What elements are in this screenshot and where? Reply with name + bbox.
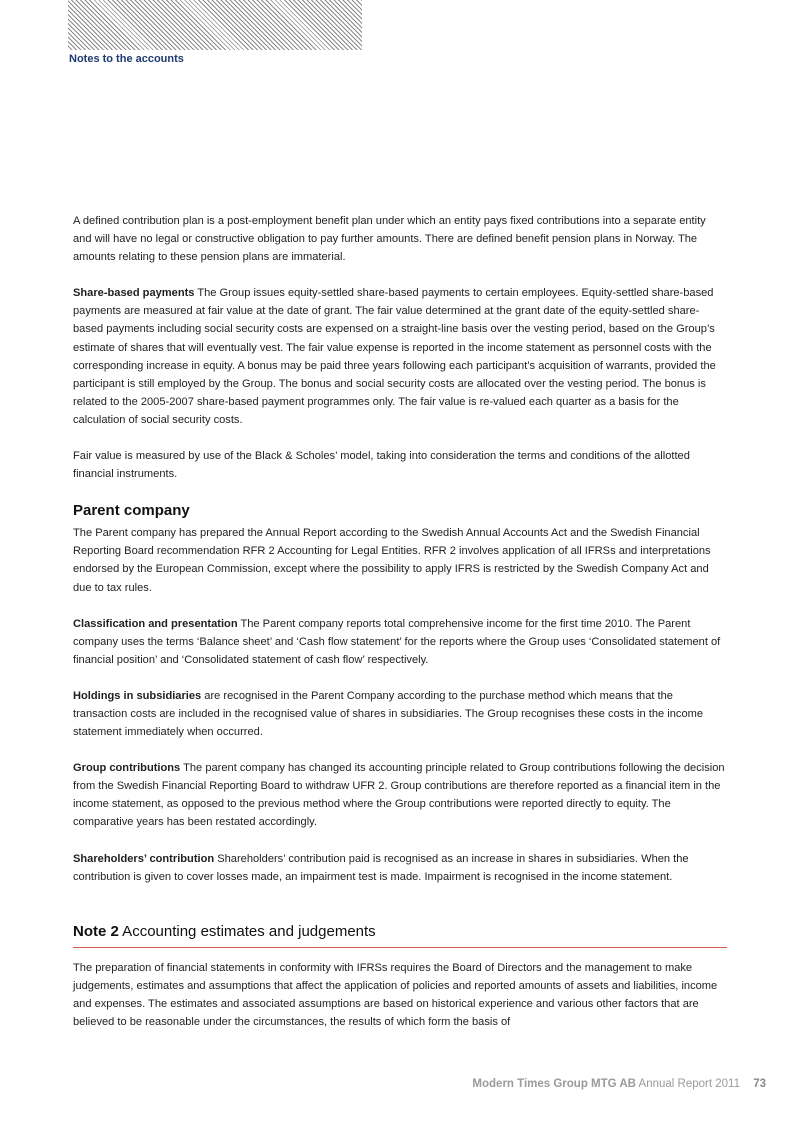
note-2-heading: [73, 922, 727, 948]
lead-group-contributions: Group contributions: [73, 762, 181, 775]
note-2-label: Note 2: [73, 922, 119, 940]
note-2-title: Accounting estimates and judgements: [118, 922, 376, 940]
text-holdings: are recognised in the Parent Company according to the purchase method which means that the transaction costs are included in the recognised value of shares in subsidiaries. The Group recognises these costs in the income statement immediately when occurred.: [73, 689, 704, 739]
paragraph-holdings: [73, 687, 727, 741]
paragraph-shareholders-contribution: [73, 850, 727, 886]
section-label: Notes to the accounts: [69, 53, 184, 65]
header-hatch-pattern: [68, 0, 362, 50]
text-share-based-payments: The Group issues equity-settled share-based payments to certain employees. Equity-settled share-based payments are measured at fair value at the date of grant. The fair value determined at the grant date of the equity-settled share-based payments including social security costs are expensed on a straight-line basis over the vesting period, based on the Group’s estimate of shares that will eventually vest. The fair value expense is reported in the income statement as personnel costs with the corresponding increase in equity. A bonus may be paid three years following each participant’s acquisition of warrants, provided the participant is still employed by the Group. The bonus and social security costs are allocated over the vesting period. The bonus is related to the 2005-2007 share-based payment programmes only. The fair value is re-valued each quarter as a basis for the calculation of social security costs.: [73, 287, 716, 426]
main-content: [73, 212, 727, 1049]
page-number: 73: [753, 1078, 766, 1090]
footer-company: Modern Times Group MTG AB: [472, 1078, 636, 1090]
paragraph-note-2: The preparation of financial statements in conformity with IFRSs requires the Board of Directors and the management to make judgements, estimates and assumptions that affect the application of policies and reported amounts of assets and liabilities, income and expenses. The estimates and associated assumptions are based on historical experience and various other factors that are believed to be reasonable under the circumstances, the results of which form the basis of: [73, 961, 718, 1028]
text-shareholders-contribution: Shareholders’ contribution paid is recognised as an increase in shares in subsidiaries. When the contribution is given to cover losses made, an impairment test is made. Impairment is recognised in the income statement.: [73, 852, 689, 883]
paragraph-group-contributions: [73, 759, 727, 831]
paragraph-classification: [73, 615, 727, 669]
lead-classification: Classification and presentation: [73, 617, 238, 630]
paragraph-share-based-payments: [73, 284, 727, 429]
paragraph-parent-company: The Parent company has prepared the Annual Report according to the Swedish Annual Accounts Act and the Swedish Financial Reporting Board recommendation RFR 2 Accounting for Legal Entities. RFR 2 involves application of all IFRSs and interpretations endorsed by the European Commission, except where the possibility to apply IFRS is restricted by the Swedish Company Act and due to tax rules.: [73, 527, 711, 594]
text-classification: The Parent company reports total comprehensive income for the first time 2010. The Parent company uses the terms ‘Balance sheet’ and ‘Cash flow statement’ for the reports where the Group uses ‘Consolidated statement of financial position’ and ‘Consolidated statement of cash flow’ respectively.: [73, 617, 721, 666]
paragraph-defined-contribution: A defined contribution plan is a post-employment benefit plan under which an entity pays fixed contributions into a separate entity and will have no legal or constructive obligation to pay further amounts. There are defined benefit pension plans in Norway. The amounts relating to these pension plans are immaterial.: [73, 215, 706, 264]
paragraph-fair-value: Fair value is measured by use of the Black & Scholes’ model, taking into consideration the terms and conditions of the allotted financial instruments.: [73, 450, 690, 481]
lead-shareholders-contribution: Shareholders’ contribution: [73, 852, 215, 865]
page-footer: [472, 1078, 766, 1090]
footer-report: Annual Report 2011: [638, 1078, 740, 1090]
text-group-contributions: The parent company has changed its accounting principle related to Group contributions following the decision from the Swedish Financial Reporting Board to withdraw UFR 2. Group contributions are therefore reported as a financial item in the income statement, as opposed to the previous method where the Group contributions were reported directly to equity. The comparative years has been restated accordingly.: [73, 762, 725, 829]
heading-parent-company: Parent company: [73, 502, 190, 520]
lead-holdings: Holdings in subsidiaries: [73, 689, 202, 702]
lead-share-based-payments: Share-based payments: [73, 287, 195, 300]
